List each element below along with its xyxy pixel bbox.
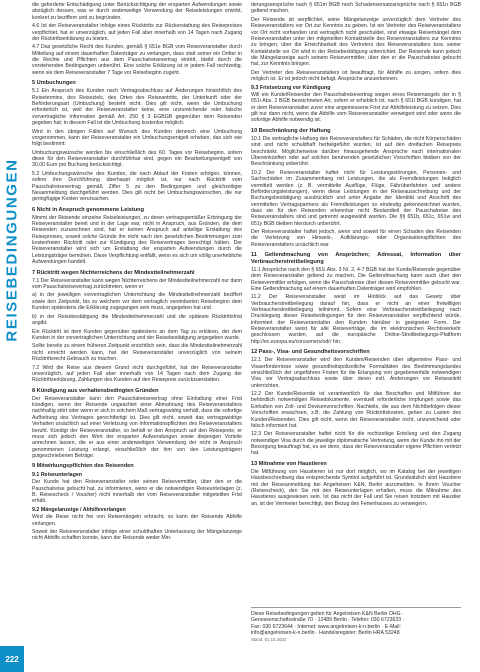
- section-heading: 9.1 Reiseunterlagen: [32, 471, 83, 478]
- section-heading: 13 Mitnahme von Haustieren: [251, 460, 327, 467]
- section-heading: 9.3 Fristsetzung vor Kündigung: [251, 84, 331, 91]
- section-heading: 7 Rücktritt wegen Nichterreichens der Mindestteilnehmerzahl: [32, 269, 195, 276]
- paragraph: 4.6 Ist der Reiseveranstalter infolge eines Rücktritts zur Rückerstattung des Reisepreises verpflichtet, hat er unverzüglich, auf jeden Fall aber innerhalb von 14 Tagen nach Zugang der Rücktrittserklärung zu leisten.: [32, 23, 242, 42]
- footer-line: Diese Reisebedingungen gelten für Angelreisen K&N Berlin OHG ·: [251, 611, 404, 617]
- paragraph: 5.2 Umbuchungswünsche des Kunden, die nach Ablauf der Fristen erfolgen, können, sofern ihre Durchführung überhaupt möglich ist, nur nach Rücktritt vom Pauschalreisevertrag gemäß Ziffer 5 zu den Bedingungen und gleichzeitiger Neuanmeldung durchgeführt werden. Dies gilt nicht bei Umbuchungswünschen, die nur geringfügige Kosten verursachen.: [32, 170, 242, 203]
- paragraph: Der Reiseveranstalter kann den Pauschalreisevertrag ohne Einhaltung einer Frist kündigen, wenn der Reisende ungeachtet einer Abmahnung des Reiseveranstalters nachhaltig stört oder wenn er sich in solchem Maß vertragswidrig verhält, dass die sofortige Aufhebung des Vertrages gerechtfertigt ist. Dies gilt nicht, soweit das vertragswidrige Verhalten ursächlich auf einer Verletzung von Informationspflichten des Reiseveranstalters beruht. Kündigt der Reiseveranstalter, so behält er den Anspruch auf den Reisepreis; er muss sich jedoch den Wert der ersparten Aufwendungen sowie diejenigen Vorteile anrechnen lassen, die er aus einer anderweitigen Verwendung der nicht in Anspruch genommenen Leistung erlangt, einschließlich der ihm von den Leistungsträgern gutgeschriebenen Beträge.: [32, 395, 242, 459]
- sidebar: [0, 0, 24, 672]
- footer-line: Fax: 030 6723644 · Internet: www.angelreisen-k-n.berlin · E-Mail:: [251, 623, 401, 630]
- paragraph: Wird die Reise nicht frei von Reisemängeln erbracht, so kann der Reisende Abhilfe verlangen.: [32, 514, 242, 527]
- footer-date: Stand: 01.10.2022: [251, 637, 287, 643]
- section-heading: 6 Nicht in Anspruch genommene Leistung: [32, 206, 144, 213]
- paragraph: Der Vertreter des Reiseveranstalters ist beauftragt, für Abhilfe zu sorgen, sofern dies möglich ist. Er ist jedoch nicht befugt, Ansprüche anzuerkennen.: [251, 69, 461, 83]
- section-heading: 9 Mitwirkungspflichten des Reisenden: [32, 463, 134, 470]
- paragraph: 10.1 Die vertragliche Haftung des Reiseveranstalters für Schäden, die nicht Körperschäden sind und nicht schuldhaft herbeigeführt wurden, ist auf den dreifachen Reisepreis beschränkt. Möglicherweise darüber hinausgehende Ansprüche nach internationalen Übereinkünften oder auf solchen beruhenden gesetzlichen Vorschriften bleiben von der Beschränkung unberührt.: [251, 135, 461, 168]
- paragraph: 5.1 Ein Anspruch des Kunden nach Vertragsabschluss auf Änderungen hinsichtlich des Reisetermins, des Reiseziels, des Ortes des Reiseantritts, der Unterkunft oder der Beförderungsart (Umbuchung) besteht nicht. Dies gilt nicht, wenn die Umbuchung erforderlich ist, weil der Reiseveranstalter keine, eine unzureichende oder falsche vorvertragliche Information gemäß Art. 250 § 3 EGBGB gegenüber dem Reisenden gegeben hat; in diesem Fall ist die Umbuchung kostenlos möglich.: [32, 88, 242, 126]
- section-heading: 12 Pass-, Visa- und Gesundheitsvorschriften: [251, 349, 370, 356]
- section-heading: 8 Kündigung aus verhaltensbedingten Gründen: [32, 387, 159, 394]
- footer-line: info@angelreisen-k-n.berlin · Handelsregister: Berlin HRA 53248: [251, 629, 400, 636]
- section-heading: 10 Beschränkung der Haftung: [251, 127, 331, 134]
- paragraph: Umbuchungswünsche werden bis einschließlich des 60. Tages vor Reisebeginn, sofern diese für den Reiseveranstalter durchführbar sind, gegen ein Bearbeitungsentgelt von 30,00 Euro pro Buchung berücksichtigt.: [32, 149, 242, 169]
- footer-line: Genossenschaftsstraße 70 · 12489 Berlin · Telefon: 030 6723633 ·: [251, 617, 405, 624]
- paragraph: 12.2 Der Kunde/Reisende ist verantwortlich für das Beschaffen und Mitführen der behördlich notwendigen Reisedokumente, eventuell erforderliche Impfungen sowie das Einhalten von Zoll- und Devisenvorschriften. Nachteile, die aus dem Nichtbefolgen dieser Vorschriften erwachsen, z.B. die Zahlung von Rücktrittskosten, gehen zu Lasten des Kunden/Reisenden. Dies gilt nicht, wenn der Reiseveranstalter nicht, unzureichend oder falsch informiert hat.: [251, 391, 461, 429]
- company-footer: [251, 607, 461, 643]
- paragraph: a) in der jeweiligen vorvertraglichen Unterrichtung die Mindestteilnehmerzahl beziffert sowie den Zeitpunkt, bis zu welchem vor dem vertraglich vereinbarten Reisebeginn dem Kunden spätestens die Erklärung zugegangen sein muss, angegeben hat und: [32, 292, 242, 312]
- paragraph: 11.1 Ansprüche nach den § 651i Abs. 3 Nr. 2, 4-7 BGB hat der Kunde/Reisende gegenüber dem Reiseveranstalter geltend zu machen. Die Geltendmachung kann auch über den Reisevermittler erfolgen, wenn die Pauschalreise über diesen Reisevermittler gebucht war. Eine Geltendmachung auf einem dauerhaften Datenträger wird empfohlen.: [251, 266, 461, 292]
- paragraph: die geforderte Entschädigung unter Berücksichtigung der ersparten Aufwendungen sowie abzüglich dessen, was er durch anderweitige Verwendung der Reiseleistungen erwirbt, konkret zu beziffern und zu begründen.: [32, 2, 242, 21]
- section-heading: 11 Geltendmachung von Ansprüchen; Adressat, Information über Verbraucherstreitbeilegung: [251, 252, 461, 265]
- paragraph: Die Mitführung von Haustieren ist nur dort möglich, wo im Katalog bei der jeweiligen Hausbeschreibung das entsprechende Symbol aufgeführt ist. Grundsätzlich sind Haustiere mit der Reiseanmeldung bei Angelreisen K&N, Berlin anzumelden. In Ihrem Voucher (Reisescheck), den Sie mit den Reiseunterlagen erhalten, muss die Mitnahme des Haustieres ausgewiesen sein. Ist das nicht der Fall und Sie reisen trotzdem mit Haustier an, ist der Vermieter berechtigt, den Bezug des Ferienhauses zu verweigern.: [251, 468, 461, 507]
- paragraph: 12.1 Der Reiseveranstalter wird den Kunden/Reisenden über allgemeine Pass- und Visaerfordernisse sowie gesundheitspolizeiliche Formalitäten des Bestimmungslandes einschließlich der ungefähren Fristen für die Erlangung von gegebenenfalls notwendigen Visa vor Vertragsabschluss sowie über deren evtl. Änderungen vor Reiseantritt unterrichten.: [251, 357, 461, 389]
- paragraph: 7.2 Wird die Reise aus diesem Grund nicht durchgeführt, hat der Reiseveranstalter unverzüglich, auf jeden Fall aber innerhalb von 14 Tagen nach dem Zugang der Rücktrittserklärung, Zahlungen des Kunden auf den Reisepreis zurückzuerstatten.: [32, 364, 242, 384]
- paragraph: Ein Rücktritt ist dem Kunden gegenüber spätestens an dem Tag zu erklären, der dem Kunden in der vorvertraglichen Unterrichtung und der Reisebestätigung angegeben wurde.: [32, 328, 242, 341]
- paragraph: Soweit der Reiseveranstalter infolge einer schuldhaften Unterlassung der Mängelanzeige nicht Abhilfe schaffen konnte, kann der Reisende weder Min-: [32, 529, 242, 542]
- paragraph: Wird in den übrigen Fällen auf Wunsch des Kunden dennoch eine Umbuchung vorgenommen, kann der Reiseveranstalter ein Umbuchungsentgelt erheben, das sich wie folgt bestimmt:: [32, 128, 242, 148]
- paragraph: derungsansprüche nach § 651m BGB noch Schadensersatzansprüche nach § 651n BGB geltend machen.: [251, 2, 461, 15]
- paragraph: 4.7 Das gesetzliche Recht des Kunden, gemäß § 651e BGB vom Reiseveranstalter durch Mitteilung auf einem dauerhaften Datenträger zu verlangen, dass statt seiner ein Dritter in die Rechte und Pflichten aus dem Pauschalreisevertrag eintritt, bleibt durch die vorstehenden Bedingungen unberührt. Eine solche Erklärung ist in jedem Fall rechtzeitig, wenn sie dem Reiseveranstalter 7 Tage vor Reisebeginn zugeht.: [32, 44, 242, 76]
- paragraph: Will ein Kunde/Reisender den Pauschalreisevertrag wegen eines Reisemangels der in § 651i Abs. 2 BGB bezeichneten Art, sofern er erheblich ist, nach § 651l BGB kündigen, hat er dem Reiseveranstalter zuvor eine angemessene Frist zur Abhilfeleistung zu setzen. Dies gilt nur dann nicht, wenn die Abhilfe vom Reiseveranstalter verweigert wird oder wenn die sofortige Abhilfe notwendig ist.: [251, 92, 461, 124]
- paragraph: Nimmt der Reisende einzelne Reiseleistungen, zu deren vertragsgemäßer Erbringung der Reiseveranstalter bereit und in der Lage war, nicht in Anspruch, aus Gründen, die dem Reisenden zuzurechnen sind, hat er keinen Anspruch auf anteilige Erstattung des Reisepreises, soweit solche Gründe ihn nicht nach den gesetzlichen Bestimmungen zum kostenfreien Rücktritt oder zur Kündigung des Reisevertrages berechtigt hätten. Der Reiseveranstalter wird sich um Erstattung der ersparten Aufwendungen durch die Leistungsträger bemühen. Diese Verpflichtung entfällt, wenn es sich um völlig unerhebliche Aufwendungen handelt.: [32, 214, 242, 266]
- paragraph: b) in der Reisebestätigung die Mindestteilnehmerzahl und die späteste Rücktrittsfrist angibt.: [32, 313, 242, 327]
- section-title: [2, 120, 22, 380]
- paragraph: Der Reisende ist verpflichtet, seine Mängelanzeige unverzüglich dem Vertreter des Reiseveranstalters vor Ort zur Kenntnis zu geben. Ist ein Vertreter des Reiseveranstalters vor Ort nicht vorhanden und vertraglich nicht geschuldet, sind etwaige Reisemängel dem Reiseveranstalter unter der mitgeteilten Kontaktstelle des Reiseveranstalters zur Kenntnis zu bringen; über die Erreichbarkeit des Vertreters des Reiseveranstalters bzw. seiner Kontaktstelle vor Ort wird in der Reisebestätigung unterrichtet. Der Reisende kann jedoch die Mängelanzeige auch seinem Reisevermittler, über den er die Pauschalreise gebucht hat, zur Kenntnis bringen.: [251, 16, 461, 68]
- section-heading: 9.2 Mängelanzeige / Abhilfeverlangen: [32, 506, 126, 513]
- paragraph: Sollte bereits zu einem früheren Zeitpunkt ersichtlich sein, dass die Mindestteilnehmerzahl nicht erreicht werden kann, hat der Reiseveranstalter unverzüglich von seinem Rücktrittsrecht Gebrauch zu machen.: [32, 343, 242, 363]
- paragraph: Der Kunde hat den Reiseveranstalter oder seinen Reisevermittler, über den er die Pauschalreise gebucht hat, zu informieren, wenn er die notwendigen Reiseunterlagen (z. B. Reisescheck / Voucher) nicht innerhalb der vom Reiseveranstalter mitgeteilten Frist erhält.: [32, 479, 242, 505]
- right-column: [251, 2, 461, 509]
- section-heading: 5 Umbuchungen: [32, 80, 76, 87]
- paragraph: 11.2 Der Reiseveranstalter weist im Hinblick auf das Gesetz über Verbraucherstreitbeilegung darauf hin, dass er nicht an einer freiwilligen Verbraucherstreitbeilegung teilnimmt. Sofern eine Verbraucherstreitbeilegung nach Drucklegung dieser Reisebedingungen für den Reiseveranstalter verpflichtend würde, informiert der Reiseveranstalter den Kunden hierüber in geeigneter Form. Der Reiseveranstalter weist für alle Reiseverträge, die im elektronischen Rechtsverkehr geschlossen wurden, auf die europäische Online-Streitbeilegungs-Plattform http://ec.europa.eu/consumers/odr/ hin.: [251, 294, 461, 345]
- paragraph: 12.3 Der Reiseveranstalter haftet nicht für die rechtzeitige Erteilung und den Zugang notwendiger Visa durch die jeweilige diplomatische Vertretung, wenn der Kunde ihn mit der Besorgung beauftragt hat, es sei denn, dass der Reiseveranstalter eigene Pflichten verletzt hat.: [251, 431, 461, 457]
- paragraph: 7.1 Der Reiseveranstalter kann wegen Nichterreichens der Mindestteilnehmerzahl nur dann vom Pauschalreisevertrag zurücktreten, wenn er: [32, 277, 242, 290]
- paragraph: 10.2 Der Reiseveranstalter haftet nicht für Leistungsstörungen, Personen- und Sachschäden im Zusammenhang mit Leistungen, die als Fremdleistungen lediglich vermittelt werden (z. B. vermittelte Ausflüge, Flüge, Fährüberfahrten und andere Beförderungsleistungen), wenn diese Leistungen in der Reiseausschreibung und der Buchungsbestätigung ausdrücklich und unter Angabe der Identität und Anschrift des vermittelten Vertragspartners als Fremdleistungen so eindeutig gekennzeichnet wurden, dass sie für den Reisenden erkennbar nicht Bestandteil der Pauschalreise des Reiseveranstalters sind und getrennt ausgewählt wurden. Die §§ 651b, 651c, 651w und 651y BGB bleiben hierdurch unberührt.: [251, 169, 461, 227]
- section-title-text: REISEBEDINGUNGEN: [3, 158, 21, 342]
- left-column: [32, 2, 242, 544]
- page-number: 222: [0, 646, 24, 672]
- paragraph: Der Reiseveranstalter haftet jedoch, wenn und soweit für einen Schaden des Reisenden die Verletzung von Hinweis-, Aufklärungs- oder Organisationspflichten des Reiseveranstalters ursächlich war.: [251, 229, 461, 248]
